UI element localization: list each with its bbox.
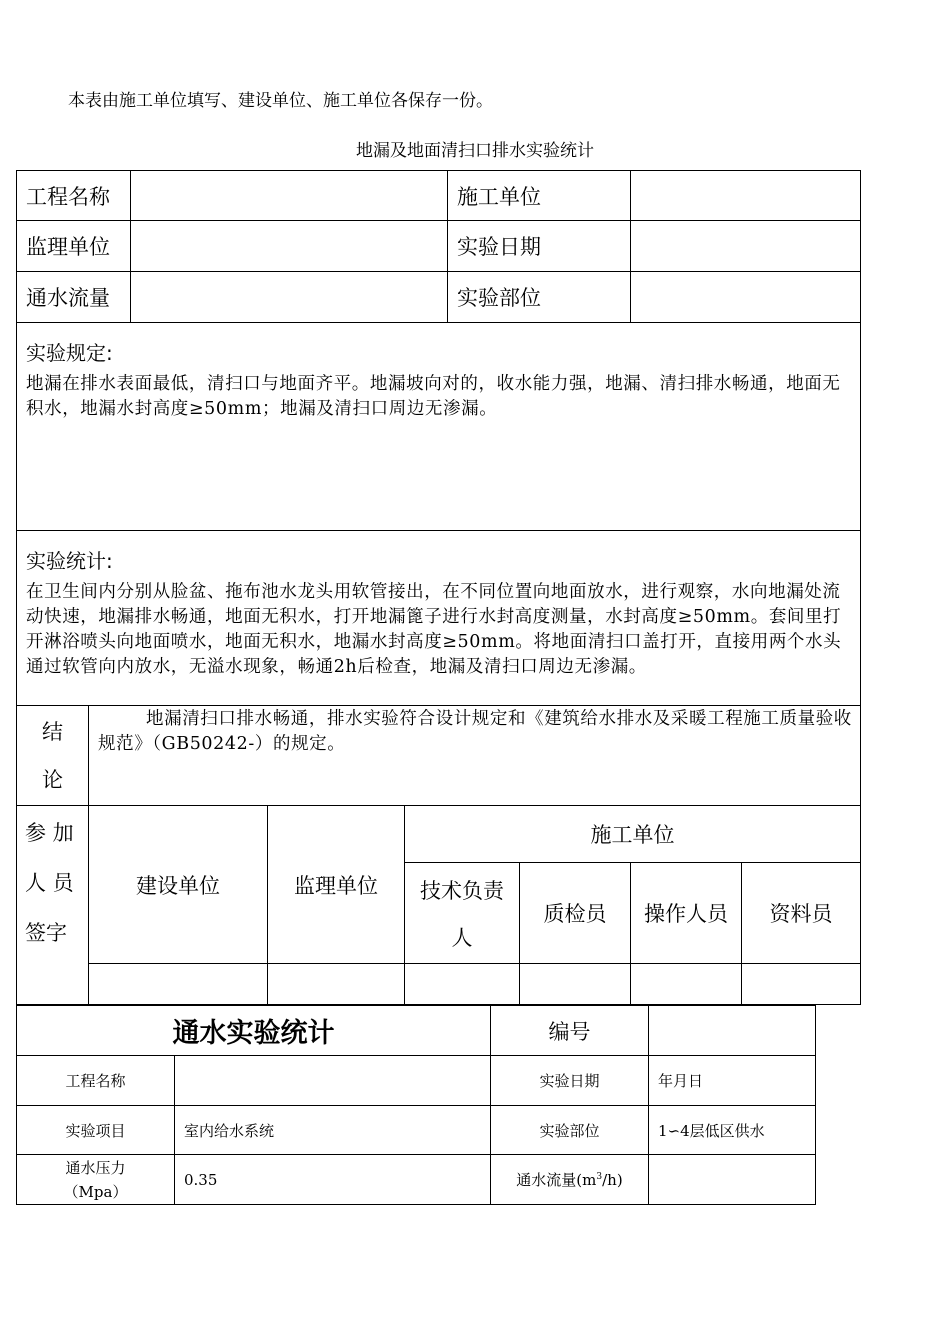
stats-section bbox=[17, 531, 861, 706]
wt-pressure-label bbox=[17, 1155, 175, 1205]
drain-test-table bbox=[16, 170, 861, 1005]
supervision-unit-field[interactable] bbox=[131, 221, 448, 272]
owner-unit-header: 建设单位 bbox=[89, 806, 268, 964]
supervision-unit-header: 监理单位 bbox=[268, 806, 405, 964]
rules-text: 地漏在排水表面最低，清扫口与地面齐平。地漏坡向对的，收水能力强，地漏、清扫排水畅通，地面无积水，地漏水封高度≥50mm；地漏及清扫口周边无渗漏。 bbox=[26, 374, 841, 419]
supervision-unit-label: 监理单位 bbox=[17, 221, 131, 272]
operator-signature-field[interactable] bbox=[631, 964, 742, 1005]
wt-pressure-label-1: 通水压力 bbox=[65, 1158, 126, 1177]
wt-test-location-field[interactable]: 1∽4层低区供水 bbox=[649, 1106, 816, 1155]
project-name-label: 工程名称 bbox=[17, 171, 131, 221]
tech-lead-line-1: 技术负责 bbox=[420, 879, 504, 903]
water-flow-label: 通水流量 bbox=[17, 272, 131, 323]
water-test-title: 通水实验统计 bbox=[17, 1006, 491, 1056]
supervision-signature-field[interactable] bbox=[268, 964, 405, 1005]
conclusion-label-1: 结 bbox=[42, 719, 63, 744]
quality-inspector-header: 质检员 bbox=[520, 863, 631, 964]
wt-flow-label-sup: 3 bbox=[596, 1172, 603, 1182]
signature-label-3: 签字 bbox=[25, 921, 67, 945]
construction-unit-header: 施工单位 bbox=[405, 806, 861, 863]
tech-lead-signature-field[interactable] bbox=[405, 964, 520, 1005]
project-name-field[interactable] bbox=[131, 171, 448, 221]
construction-unit-field[interactable] bbox=[631, 171, 861, 221]
signature-label-2: 人 员 bbox=[25, 871, 74, 895]
signature-label bbox=[17, 806, 89, 1005]
water-flow-field[interactable] bbox=[131, 272, 448, 323]
wt-flow-label-prefix: 通水流量(m bbox=[516, 1171, 597, 1189]
tech-lead-line-2: 人 bbox=[451, 926, 473, 950]
rules-section bbox=[17, 323, 861, 531]
number-field[interactable] bbox=[649, 1006, 816, 1056]
document-keeper-header: 资料员 bbox=[742, 863, 861, 964]
conclusion-label bbox=[17, 706, 89, 806]
wt-flow-field[interactable] bbox=[649, 1155, 816, 1205]
rules-heading: 实验规定: bbox=[26, 341, 113, 365]
number-label: 编号 bbox=[491, 1006, 649, 1056]
wt-flow-label bbox=[491, 1155, 649, 1205]
stats-text: 在卫生间内分别从脸盆、拖布池水龙头用软管接出，在不同位置向地面放水，进行观察，水向地漏处流动快速，地漏排水畅通，地面无积水，打开地漏篦子进行水封高度测量，水封高度≥50mm。套间里打开淋浴喷头向地面喷水，地面无积水，地漏水封高度≥50mm。将地面清扫口盖打开，直接用两个水头通过软管向内放水，无溢水现象，畅通2h后检查，地漏及清扫口周边无渗漏。 bbox=[26, 582, 842, 677]
page-title: 地漏及地面清扫口排水实验统计 bbox=[356, 141, 594, 161]
tech-lead-header bbox=[405, 863, 520, 964]
form-note: 本表由施工单位填写、建设单位、施工单位各保存一份。 bbox=[68, 91, 493, 111]
wt-test-item-label: 实验项目 bbox=[17, 1106, 175, 1155]
test-location-label: 实验部位 bbox=[448, 272, 631, 323]
wt-pressure-label-2: （Mpa） bbox=[63, 1182, 128, 1201]
test-date-field[interactable] bbox=[631, 221, 861, 272]
stats-heading: 实验统计: bbox=[26, 549, 113, 573]
water-test-table bbox=[16, 1005, 816, 1205]
conclusion-label-2: 论 bbox=[42, 767, 63, 792]
test-date-label: 实验日期 bbox=[448, 221, 631, 272]
signature-label-1: 参 加 bbox=[25, 821, 74, 845]
conclusion-text: 地漏清扫口排水畅通，排水实验符合设计规定和《建筑给水排水及采暖工程施工质量验收规范》（GB50242-）的规定。 bbox=[98, 709, 852, 754]
wt-project-name-field[interactable] bbox=[175, 1056, 491, 1106]
wt-pressure-field[interactable]: 0.35 bbox=[175, 1155, 491, 1205]
wt-flow-label-suffix: /h) bbox=[602, 1171, 623, 1189]
document-keeper-signature-field[interactable] bbox=[742, 964, 861, 1005]
conclusion-cell bbox=[89, 706, 861, 806]
wt-test-location-label: 实验部位 bbox=[491, 1106, 649, 1155]
wt-test-item-field[interactable]: 室内给水系统 bbox=[175, 1106, 491, 1155]
wt-test-date-field[interactable]: 年月日 bbox=[649, 1056, 816, 1106]
operator-header: 操作人员 bbox=[631, 863, 742, 964]
construction-unit-label: 施工单位 bbox=[448, 171, 631, 221]
wt-project-name-label: 工程名称 bbox=[17, 1056, 175, 1106]
test-location-field[interactable] bbox=[631, 272, 861, 323]
owner-signature-field[interactable] bbox=[89, 964, 268, 1005]
quality-inspector-signature-field[interactable] bbox=[520, 964, 631, 1005]
wt-test-date-label: 实验日期 bbox=[491, 1056, 649, 1106]
